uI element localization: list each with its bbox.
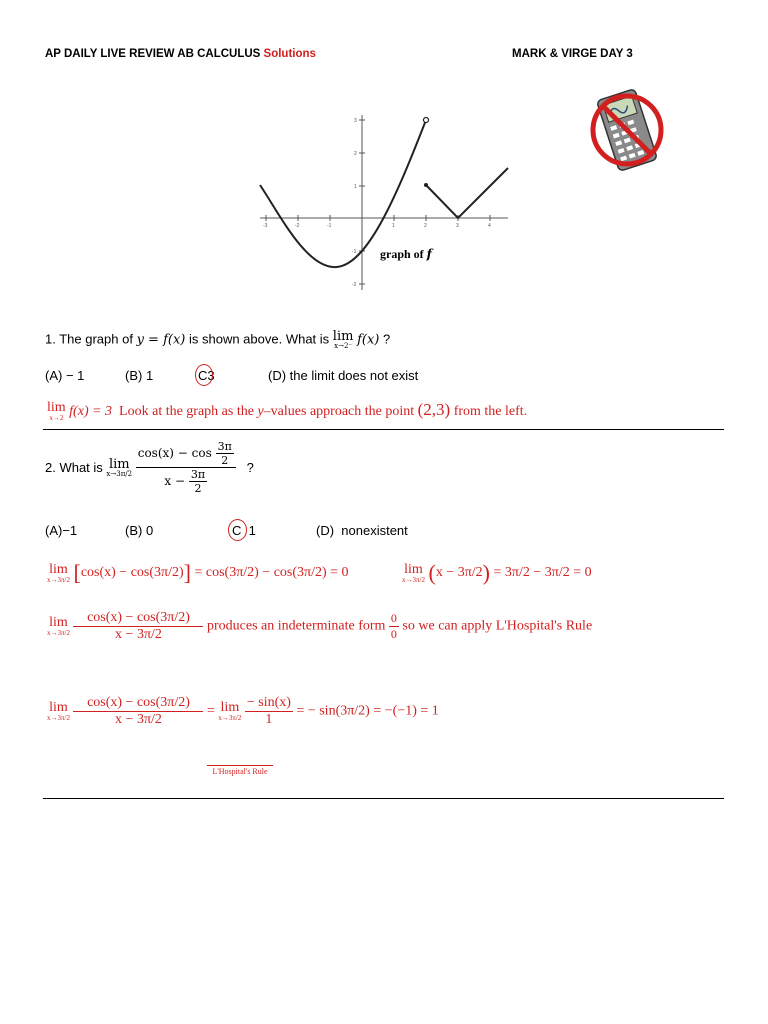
y-tick: -1 <box>352 249 357 255</box>
q1-choice-a[interactable]: (A) − 1 <box>45 368 85 383</box>
closed-endpoint <box>424 183 428 187</box>
parabola-piece <box>260 120 426 267</box>
q2-choice-b[interactable]: (B) 0 <box>125 523 154 538</box>
y-tick: 2 <box>354 151 357 157</box>
x-tick: -2 <box>295 223 300 229</box>
x-tick: 2 <box>424 223 427 229</box>
x-tick: 1 <box>392 223 395 229</box>
x-tick: -3 <box>263 223 268 229</box>
lhospital-rule-label: L'Hospital's Rule <box>207 765 273 776</box>
y-tick: 3 <box>354 118 357 124</box>
header-day: MARK & VIRGE DAY 3 <box>512 48 633 60</box>
q1-answer-circle <box>195 364 213 386</box>
q2-choice-d[interactable]: (D) nonexistent <box>316 523 408 538</box>
q2-choice-c[interactable]: C 1 <box>232 523 256 538</box>
x-tick: -1 <box>327 223 332 229</box>
q2-solution-line-2: lim x→3π/2 $\frac{\cos(x) - \cos(3\pi/2)}{x - 3\pi/2}$ produces an indeterminate form $\frac{0}{0}$ so we can apply L'Hospital's Rule <box>47 610 593 642</box>
open-endpoint <box>424 118 429 123</box>
divider-1 <box>43 429 724 430</box>
graph-of-f <box>255 110 515 295</box>
y-tick: 1 <box>354 184 357 190</box>
q1-choice-b[interactable]: (B) 1 <box>125 368 154 383</box>
graph-label: graph of f <box>380 247 432 261</box>
q2-answer-circle <box>228 519 247 541</box>
solutions-label: Solutions <box>263 48 316 60</box>
y-tick: -2 <box>352 282 357 288</box>
q1-choice-d[interactable]: (D) the limit does not exist <box>268 368 419 383</box>
q1-choice-c[interactable]: C3 <box>198 368 215 383</box>
x-tick: 3 <box>456 223 459 229</box>
q2-solution-line-1: lim x→3π/2 [cos(x) − cos(3π/2)] = cos(3π/2) − cos(3π/2) = 0 <box>47 560 349 585</box>
q2-choice-a[interactable]: (A)−1 <box>45 523 78 538</box>
q2-solution-line-1-right: lim x→3π/2 (x − 3π/2) = 3π/2 − 3π/2 = 0 <box>402 560 592 585</box>
q2-solution-line-3: lim x→3π/2 $\frac{\cos(x) - \cos(3\pi/2)}{x - 3\pi/2}$ = lim x→3π/2 $\frac{- \sin(x)}{1}$ = − sin(3π/2) = −(−1) = 1 <box>47 695 439 727</box>
no-calculator-icon <box>585 85 669 175</box>
x-tick: 4 <box>488 223 491 229</box>
v-shape-piece <box>426 168 508 218</box>
q1-solution: lim x→2 f(x) = 3 Look at the graph as the y–values approach the point (2,3) from the left. <box>47 400 528 423</box>
header-title: AP DAILY LIVE REVIEW AB CALCULUS Solutions <box>45 48 316 60</box>
divider-2 <box>43 798 724 799</box>
question-2: 2. What is lim x→3π/2 cos(x) − cos $\frac{3\pi}{2}$ x − $\frac{3\pi}{2}$ ? <box>45 440 254 495</box>
question-1: 1. The graph of y = f(x) is shown above. What is lim x→2⁻ f(x) ? <box>45 329 391 350</box>
